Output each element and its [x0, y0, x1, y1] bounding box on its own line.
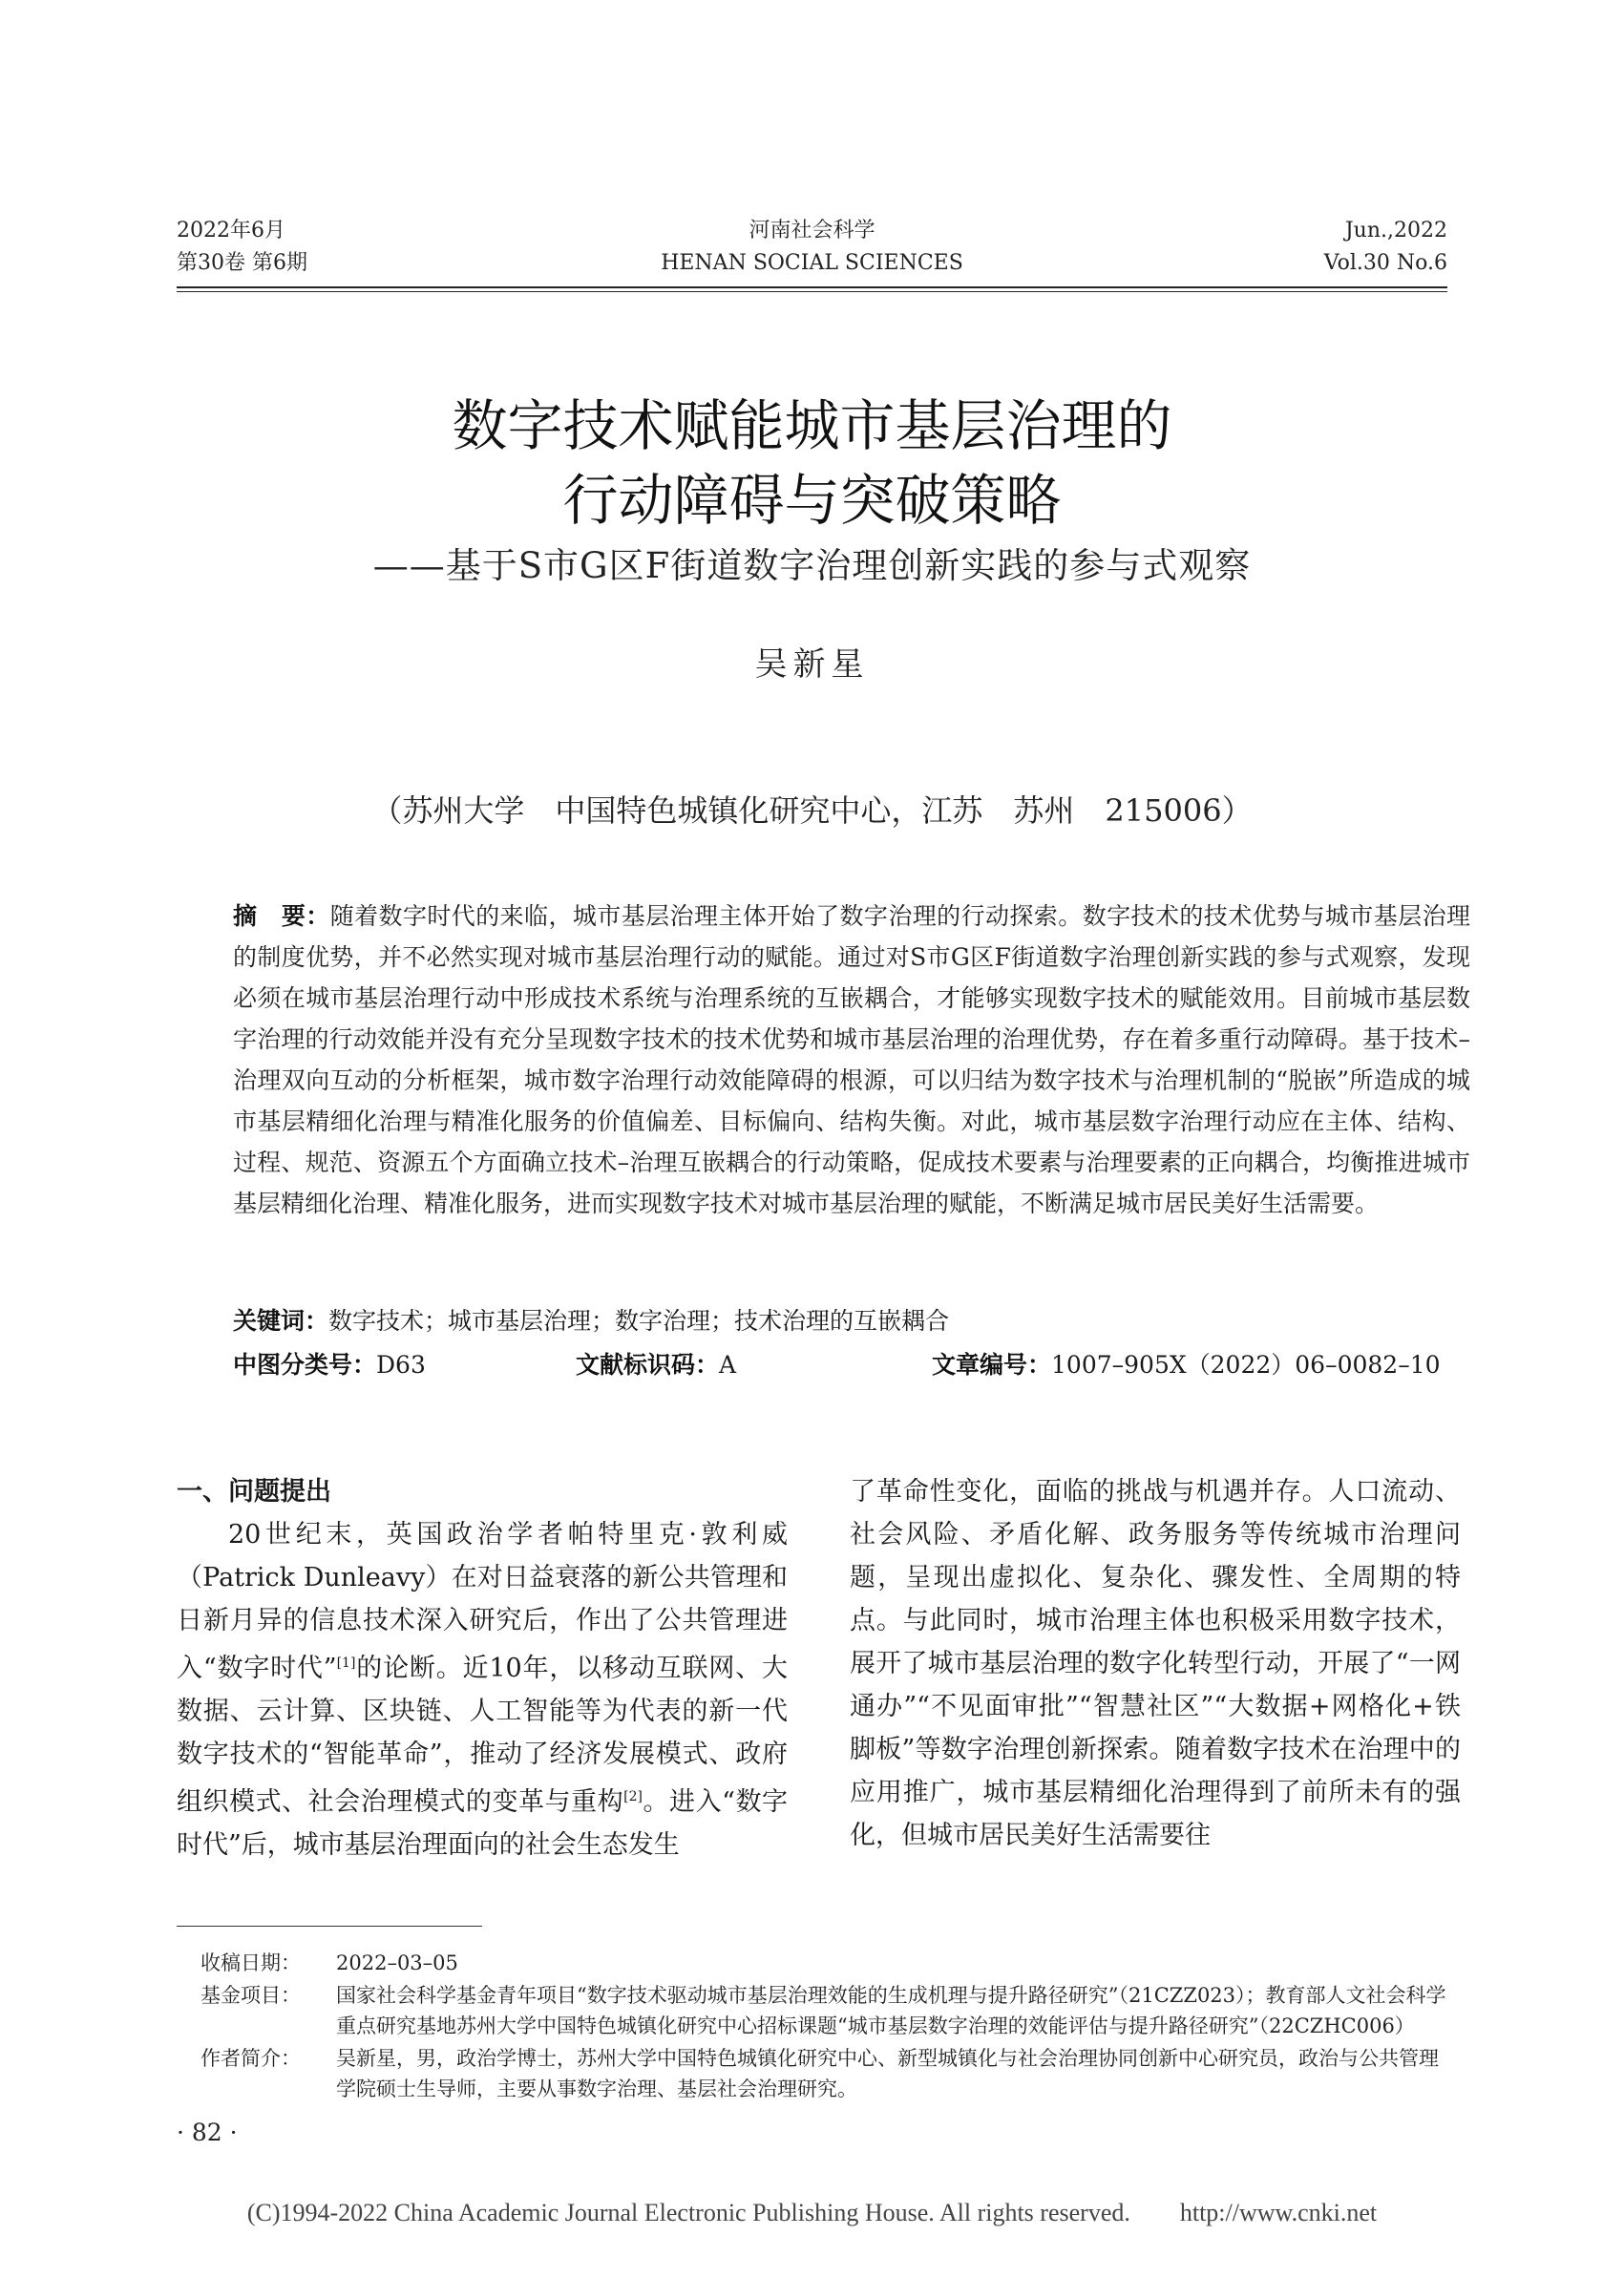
header-date-volume-en — [1324, 215, 1447, 280]
footnote-text: 吴新星，男，政治学博士，苏州大学中国特色城镇化研究中心、新型城镇化与社会治理协同创新中心研究员，政治与公共管理学院硕士生导师，主要从事数字治理、基层社会治理研究。 — [336, 2047, 1439, 2100]
abstract-text: 随着数字时代的来临，城市基层治理主体开始了数字治理的行动探索。数字技术的技术优势与城市基层治理的制度优势，并不必然实现对城市基层治理行动的赋能。通过对S市G区F街道数字治理创新实践的参与式观察，发现必须在城市基层治理行动中形成技术系统与治理系统的互嵌耦合，才能够实现数字技术的赋能效用。目前城市基层数字治理的行动效能并没有充分呈现数字技术的技术优势和城市基层治理的治理优势，存在着多重行动障碍。基于技术–治理双向互动的分析框架，城市数字治理行动效能障碍的根源，可以归结为数字技术与治理机制的“脱嵌”所造成的城市基层精细化治理与精准化服务的价值偏差、目标偏向、结构失衡。对此，城市基层数字治理行动应在主体、结构、过程、规范、资源五个方面确立技术–治理互嵌耦合的行动策略，促成技术要素与治理要素的正向耦合，均衡推进城市基层精细化治理、精准化服务，进而实现数字技术对城市基层治理的赋能，不断满足城市居民美好生活需要。 — [233, 902, 1470, 1217]
article-number-value: 1007–905X（2022）06–0082–10 — [1051, 1351, 1441, 1379]
header-volume: 第30卷 第6期 — [177, 251, 307, 275]
doc-code-label: 文献标识码： — [576, 1351, 720, 1379]
footnote-received-date — [200, 1948, 1451, 1978]
author-name: 吴新星 — [754, 645, 870, 684]
footnote-label: 收稿日期： — [200, 1951, 301, 1974]
footnotes — [200, 1948, 1451, 2106]
header-rule — [177, 286, 1447, 288]
article-number — [932, 1346, 1441, 1384]
footnote-label: 基金项目： — [200, 1984, 301, 2007]
body-text: 20世纪末，英国政治学者帕特里克·敦利威（Patrick Dunleavy）在对日益衰落的新公共管理和日新月异的信息技术深入研究后，作出了公共管理进入“数字时代” — [177, 1520, 788, 1683]
footnote-text: 国家社会科学基金青年项目“数字技术驱动城市基层治理效能的生成机理与提升路径研究”（21CZZ023）；教育部人文社会科学重点研究基地苏州大学中国特色城镇化研究中心招标课题“城市基层数字治理的效能评估与提升路径研究”（22CZHC006） — [336, 1984, 1446, 2037]
body-column-left — [177, 1470, 788, 1867]
clc-number — [233, 1346, 426, 1384]
article-subtitle: ——基于S市G区F街道数字治理创新实践的参与式观察 — [372, 545, 1252, 586]
article-title-line1: 数字技术赋能城市基层治理的 — [452, 393, 1172, 458]
copyright-notice: (C)1994-2022 China Academic Journal Electronic Publishing House. All rights reserved. http://www.cnki.net — [246, 2199, 1378, 2226]
article-title-line2: 行动障碍与突破策略 — [562, 468, 1062, 533]
footnote-label: 作者简介： — [200, 2047, 301, 2070]
keywords-label: 关键词： — [233, 1307, 329, 1335]
doc-code-value: A — [719, 1351, 737, 1379]
body-paragraph-continued: 了革命性变化，面临的挑战与机遇并存。人口流动、社会风险、矛盾化解、政务服务等传统城市治理问题，呈现出虚拟化、复杂化、骤发性、全周期的特点。与此同时，城市治理主体也积极采用数字技术，展开了城市基层治理的数字化转型行动，开展了“一网通办”“不见面审批”“智慧社区”“大数据+网格化+铁脚板”等数字治理创新探索。随着数字技术在治理中的应用推广，城市基层精细化治理得到了前所未有的强化，但城市居民美好生活需要往 — [850, 1477, 1461, 1850]
clc-label: 中图分类号： — [233, 1351, 377, 1379]
footnote-author-bio — [200, 2043, 1451, 2104]
citation-ref-1[interactable]: [1] — [336, 1656, 356, 1671]
header-journal-cn: 河南社会科学 — [749, 219, 875, 243]
header-rule-thin — [177, 291, 1447, 292]
header-volume-en: Vol.30 No.6 — [1323, 251, 1447, 275]
page-number: · 82 · — [177, 2119, 238, 2146]
footnote-rule — [177, 1926, 482, 1927]
body-text: 的论断。近10年，以移动互联网、大数据、云计算、区块链、人工智能等为代表的新一代数字技术的“智能革命”，推动了经济发展模式、政府组织模式、社会治理模式的变革与重构 — [177, 1654, 789, 1817]
body-paragraph — [177, 1513, 788, 1867]
clc-value: D63 — [376, 1351, 426, 1379]
header-date: 2022年6月 — [177, 219, 285, 243]
header-date-en: Jun.,2022 — [1344, 219, 1447, 243]
author-affiliation: （苏州大学 中国特色城镇化研究中心，江苏 苏州 215006） — [371, 792, 1253, 829]
body-text: 。进入“数字时代”后，城市基层治理面向的社会生态发生 — [177, 1787, 788, 1860]
abstract — [233, 896, 1470, 1224]
abstract-label: 摘 要： — [233, 902, 330, 930]
section-heading: 一、问题提出 — [177, 1477, 331, 1507]
header-journal-en: HENAN SOCIAL SCIENCES — [661, 251, 963, 275]
footnote-text: 2022–03–05 — [336, 1951, 458, 1974]
citation-ref-2[interactable]: [2] — [623, 1789, 643, 1804]
footnote-funding — [200, 1980, 1451, 2041]
document-code — [576, 1346, 736, 1384]
body-column-right — [850, 1470, 1461, 1857]
keywords — [233, 1302, 1470, 1340]
keywords-text: 数字技术；城市基层治理；数字治理；技术治理的互嵌耦合 — [328, 1307, 950, 1335]
article-number-label: 文章编号： — [932, 1351, 1052, 1379]
